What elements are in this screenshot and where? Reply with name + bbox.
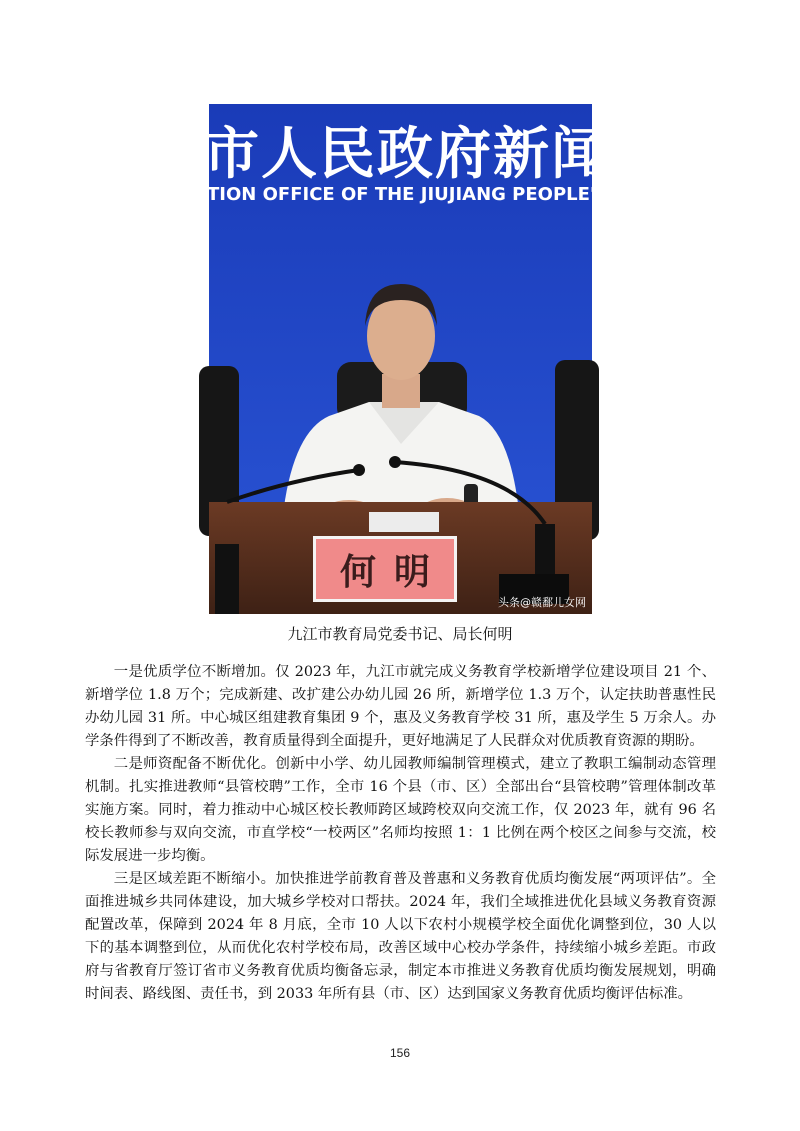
nameplate: 何明 [313, 536, 457, 602]
article-body [85, 661, 716, 1006]
banner-chinese-text: 市人民政府新闻办 [203, 122, 667, 187]
photo-caption: 九江市教育局党委书记、局长何明 [287, 625, 513, 643]
paragraph-regional-gap: 三是区域差距不断缩小。加快推进学前教育普及普惠和义务教育优质均衡发展“两项评估”。全面推进城乡共同体建设，加大城乡学校对口帮扶。2024 年，我们全域推进优化县域义务教育资源配置改革，保障到 2024 年 8 月底，全市 10 人以下农村小规模学校全面优化调整到位，30 人以下的基本调整到位，从而优化农村学校布局，改善区域中心校办学条件，持续缩小城乡差距。市政府与省教育厅签订省市义务教育优质均衡备忘录，制定本市推进义务教育优质均衡发展规划，明确时间表、路线图、责任书，到 2033 年所有县（市、区）达到国家义务教育优质均衡评估标准。 [85, 871, 716, 1002]
paragraph-teacher-allocation: 二是师资配备不断优化。创新中小学、幼儿园教师编制管理模式，建立了教职工编制动态管理机制。扎实推进教师“县管校聘”工作，全市 16 个县（市、区）全部出台“县管校聘”管理体制改革实施方案。同时，着力推动中心城区校长教师跨区域跨校双向交流工作，仅 2023 年，就有 96 名校长教师参与双向交流，市直学校“一校两区”名师均按照 1：1 比例在两个校区之间参与交流，校际发展进一步均衡。 [85, 756, 716, 864]
press-conference-photo [203, 104, 667, 614]
banner-english-text: TION OFFICE OF THE JIUJIANG PEOPLE'S G [207, 184, 630, 205]
paragraph-quality-seats: 一是优质学位不断增加。仅 2023 年，九江市就完成义务教育学校新增学位建设项目 21 个、新增学位 1.8 万个；完成新建、改扩建公办幼儿园 26 所，新增学位 1.3 万个，认定扶助普惠性民办幼儿园 31 所。中心城区组建教育集团 9 个，惠及义务教育学校 31 所，惠及学生 5 万余人。办学条件得到了不断改善，教育质量得到全面提升，更好地满足了人民群众对优质教育资源的期盼。 [85, 664, 716, 749]
page-number: 156 [389, 1046, 411, 1060]
photo-watermark: 头条@赣鄱儿女网 [498, 596, 586, 609]
